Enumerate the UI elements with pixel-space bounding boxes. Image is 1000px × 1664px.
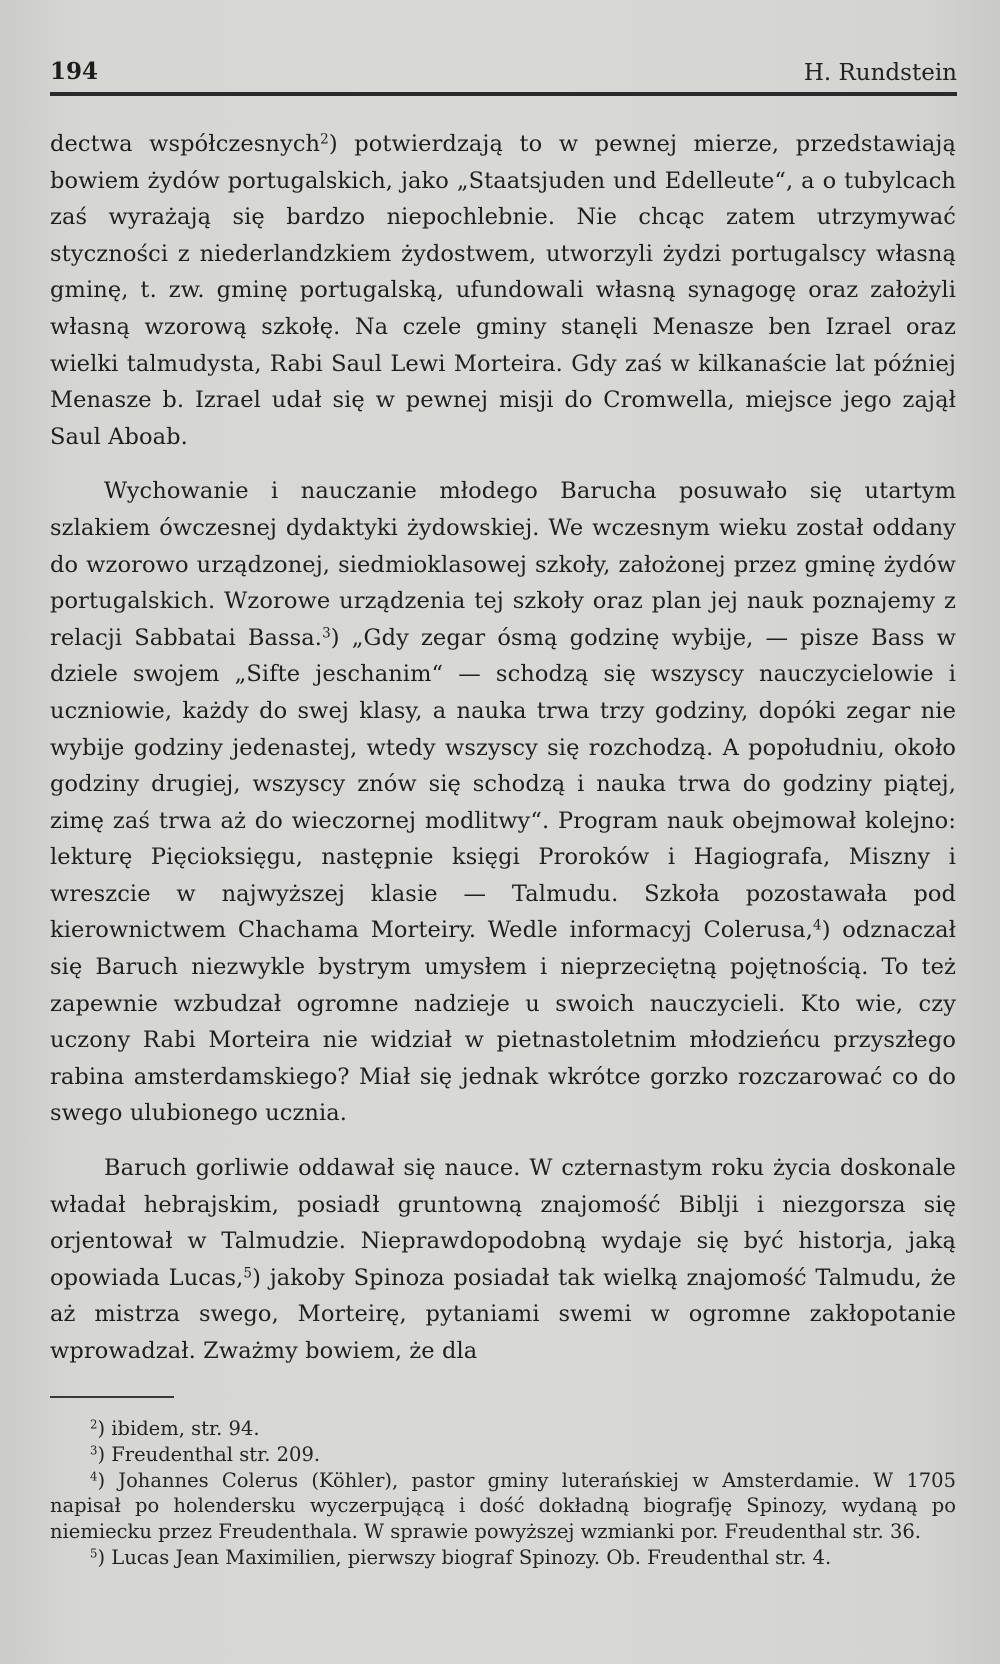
main-text bbox=[50, 126, 956, 1370]
page-number: 194 bbox=[50, 58, 99, 85]
paragraph-2: Wychowanie i nauczanie młodego Barucha posuwało się utartym szlakiem ówczesnej dydaktyki żydowskiej. We wczesnym wieku został oddany do wzorowo urządzonej, siedmioklasowej szkoły, założonej przez gminę żydów portugalskich. Wzorowe urządzenia tej szkoły oraz plan jej nauk poznajemy z relacji Sabbatai Bassa.$^3$) „Gdy zegar ósmą godzinę wybije, — pisze Bass w dziele swojem „Sifte jeschanim“ — schodzą się wszyscy nauczycielowie i uczniowie, każdy do swej klasy, a nauka trwa trzy godziny, dopóki zegar nie wybije godziny jedenastej, wtedy wszyscy się rozchodzą. A popołudniu, około godziny drugiej, wszyscy znów się schodzą i nauka trwa do godziny piątej, zimę zaś trwa aż do wieczornej modlitwy“. Program nauk obejmował kolejno: lekturę Pięcioksięgu, następnie księgi Proroków i Hagiografa, Miszny i wreszcie w najwyższej klasie — Talmudu. Szkoła pozostawała pod kierownictwem Chachama Morteiry. Wedle informacyj Colerusa,$^4$) odznaczał się Baruch niezwykle bystrym umysłem i nieprzeciętną pojętnością. To też zapewnie wzbudzał ogromne nadzieje u swoich nauczycieli. Kto wie, czy uczony Rabi Morteira nie widział w pietnastoletnim młodzieńcu przyszłego rabina amsterdamskiego? Miał się jednak wkrótce gorzko rozczarować co do swego ulubionego ucznia. bbox=[50, 478, 956, 1127]
paragraph-3: Baruch gorliwie oddawał się nauce. W czternastym roku życia doskonale władał hebrajskim, posiadł gruntowną znajomość Biblji i niezgorsza się orjentował w Talmudzie. Nieprawdopodobną wydaje się być historja, jaką opowiada Lucas,$^5$) jakoby Spinoza posiadał tak wielką znajomość Talmudu, że aż mistrza swego, Morteirę, pytaniami swemi w ogromne zakłopotanie wprowadzał. Zważmy bowiem, że dla bbox=[50, 1155, 956, 1364]
running-head: H. Rundstein bbox=[803, 60, 957, 86]
header-rule bbox=[50, 92, 957, 96]
footnote-rule bbox=[50, 1396, 174, 1398]
footnote-ref: 4 bbox=[812, 918, 822, 935]
footnote-4: $^4$) Johannes Colerus (Köhler), pastor gminy luterańskiej w Amsterdamie. W 1705 napisał po holendersku wyczerpującą i dość dokładną biografję Spinozy, wydaną po niemiecku przez Freudenthala. W sprawie powyższej wzmianki por. Freudenthal str. 36. bbox=[50, 1468, 956, 1544]
footnote-ref: 5 bbox=[243, 1265, 253, 1282]
footnote-ref: 3 bbox=[322, 625, 331, 642]
footnote-3: $^3$) Freudenthal str. 209. bbox=[90, 1442, 321, 1466]
paragraph-1: dectwa współczesnych$^2$) potwierdzają to w pewnej mierze, przedstawiają bowiem żydów portugalskich, jako „Staatsjuden und Edelleute“, a o tubylcach zaś wyrażają się bardzo niepochlebnie. Nie chcąc zatem utrzymywać styczności z niederlandzkiem żydostwem, utworzyli żydzi portugalscy własną gminę, t. zw. gminę portugalską, ufundowali własną synagogę oraz założyli własną wzorową szkołę. Na czele gminy stanęli Menasze ben Izrael oraz wielki talmudysta, Rabi Saul Lewi Morteira. Gdy zaś w kilkanaście lat później Menasze b. Izrael udał się w pewnej misji do Cromwella, miejsce jego zajął Saul Aboab. bbox=[50, 131, 956, 450]
footnote-ref: 2 bbox=[320, 131, 329, 148]
footnotes bbox=[50, 1416, 956, 1571]
footnote-5: $^5$) Lucas Jean Maximilien, pierwszy biograf Spinozy. Ob. Freudenthal str. 4. bbox=[90, 1545, 832, 1569]
footnote-2: $^2$) ibidem, str. 94. bbox=[90, 1417, 260, 1440]
